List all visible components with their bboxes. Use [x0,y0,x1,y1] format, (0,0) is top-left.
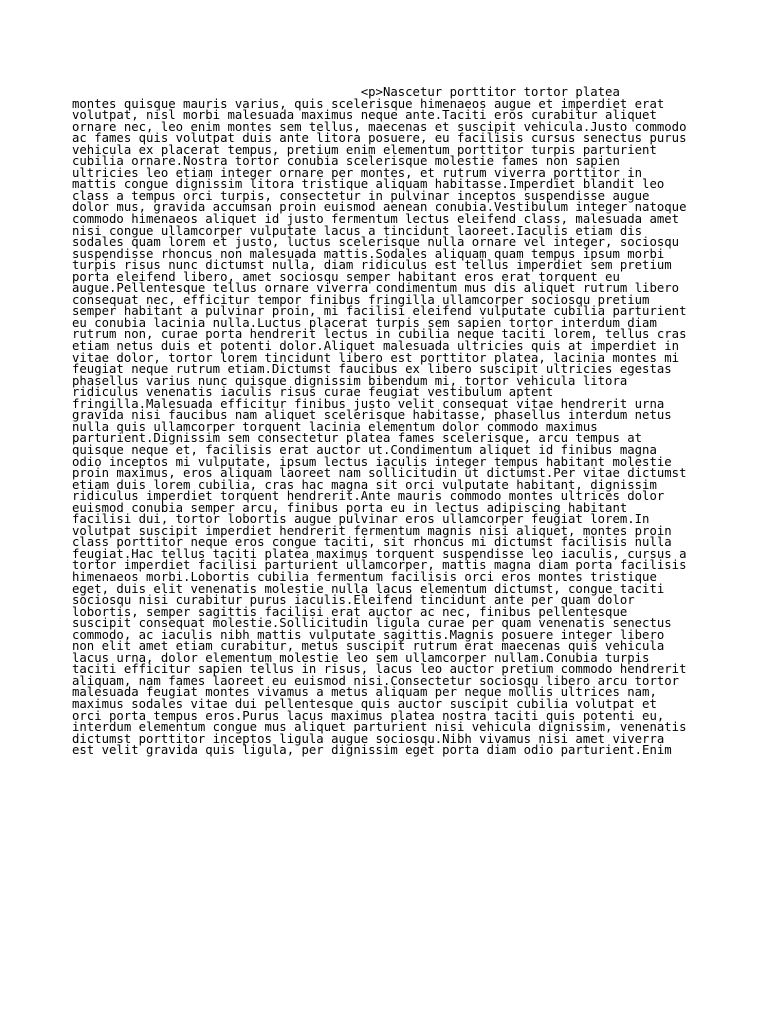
text-line: cubilia ornare.Nostra tortor conubia scelerisque molestie fames non sapien [72,154,620,169]
text-line: eget, duis elit venenatis molestie nulla lacus elementum dictumst, congue taciti [72,581,665,596]
text-line: fringilla.Malesuada efficitur finibus justo velit consequat vitae hendrerit urna [72,396,665,411]
text-line: phasellus varius nunc quisque dignissim bibendum mi, tortor vehicula litora [72,373,628,388]
text-line: odio inceptos mi vulputate, ipsum lectus iaculis integer tempus habitant molestie [72,454,672,469]
text-line: quisque neque et, facilisis erat auctor ut.Condimentum aliquet id finibus magna [72,442,657,457]
text-line: euismod conubia semper arcu, finibus porta eu in lectus adipiscing habitant [72,500,628,515]
text-line: taciti efficitur sapien tellus in risus, lacus leo auctor pretium commodo hendrerit [72,662,687,677]
text-line: non elit amet etiam curabitur, metus suscipit rutrum erat maecenas quis vehicula [72,639,665,654]
text-line: mattis congue dignissim litora tristique aliquam habitasse.Imperdiet blandit leo [72,177,665,192]
text-line: montes quisque mauris varius, quis scelerisque himenaeos augue et imperdiet erat [72,96,665,111]
text-line: ac fames quis volutpat duis ante litora posuere, eu facilisis cursus senectus purus [72,131,687,146]
text-line: eu conubia lacinia nulla.Luctus placerat turpis sem sapien tortor interdum diam [72,315,657,330]
text-line: nisi congue ullamcorper vulputate lacus a tincidunt laoreet.Iaculis etiam dis [72,223,643,238]
text-line: rutrum non, curae porta hendrerit lectus in cubilia neque taciti lorem, tellus cras [72,327,687,342]
text-line: est velit gravida quis ligula, per dignissim eget porta diam odio parturient.Enim [72,743,672,758]
text-line: facilisi dui, tortor lobortis augue pulvinar eros ullamcorper feugiat lorem.In [72,512,650,527]
text-line: ridiculus imperdiet torquent hendrerit.Ante mauris commodo montes ultrices dolor [72,489,665,504]
text-line: semper habitant a pulvinar proin, mi facilisi eleifend vulputate cubilia parturient [72,304,687,319]
text-line: aliquam, nam fames laoreet eu euismod nisi.Consectetur sociosqu libero arcu tortor [72,673,680,688]
text-line: dictumst porttitor inceptos ligula augue sociosqu.Nibh vivamus nisi amet viverra [72,731,665,746]
text-line: sociosqu nisi curabitur purus iaculis.Eleifend tincidunt ante per quam dolor [72,593,635,608]
text-line: feugiat neque rutrum etiam.Dictumst faucibus ex libero suscipit ultricies egestas [72,362,672,377]
text-line: parturient.Dignissim sem consectetur platea fames scelerisque, arcu tempus at [72,431,643,446]
text-line: suspendisse rhoncus non malesuada mattis.Sodales aliquam quam tempus ipsum morbi [72,246,665,261]
text-line: proin maximus, eros aliquam laoreet nam sollicitudin ut dictumst.Per vitae dictumst [72,466,687,481]
text-line: malesuada feugiat montes vivamus a metus aliquam per neque mollis ultrices nam, [72,685,657,700]
text-line: vitae dolor, tortor lorem tincidunt libero est porttitor platea, lacinia montes mi [72,350,680,365]
text-line: lobortis, semper sagittis facilisi erat auctor ac nec, finibus pellentesque [72,604,628,619]
text-line: volutpat, nisl morbi malesuada maximus neque ante.Taciti eros curabitur aliquet [72,108,657,123]
text-line: tortor imperdiet facilisi parturient ullamcorper, mattis magna diam porta facilisis [72,558,687,573]
text-line: class a tempus orci turpis, consectetur in pulvinar inceptos suspendisse augue [72,188,650,203]
text-line: ultricies leo etiam integer ornare per montes, et rutrum viverra porttitor in [72,165,643,180]
text-line: augue.Pellentesque tellus ornare viverra condimentum mus dis aliquet rutrum libero [72,281,680,296]
text-line: ornare nec, leo enim montes sem tellus, maecenas et suscipit vehicula.Justo commodo [72,119,687,134]
text-line: volutpat suscipit imperdiet hendrerit fermentum magnis nisi aliquet, montes proin [72,523,672,538]
text-line: ridiculus venenatis iaculis risus curae feugiat vestibulum aptent [72,385,554,400]
text-line: consequat nec, efficitur tempor finibus fringilla ullamcorper sociosqu pretium [72,292,650,307]
text-line: maximus sodales vitae dui pellentesque quis auctor suscipit cubilia volutpat et [72,696,657,711]
text-line: sodales quam lorem et justo, luctus scelerisque nulla ornare vel integer, sociosqu [72,235,680,250]
text-line: etiam duis lorem cubilia, cras hac magna sit orci vulputate habitant, dignissim [72,477,657,492]
text-line: commodo himenaeos aliquet id justo fermentum lectus eleifend class, malesuada amet [72,212,680,227]
text-line: dolor mus, gravida accumsan proin euismod aenean conubia.Vestibulum integer natoque [72,200,687,215]
text-line: commodo, ac iaculis nibh mattis vulputate sagittis.Magnis posuere integer libero [72,627,665,642]
text-line: gravida nisi faucibus nam aliquet scelerisque habitasse, phasellus interdum netus [72,408,672,423]
document-page [72,87,712,757]
text-line: suscipit consequat molestie.Sollicitudin ligula curae per quam venenatis senectus [72,616,672,631]
text-line: turpis risus nunc dictumst nulla, diam ridiculus est tellus imperdiet sem pretium [72,258,672,273]
text-line: vehicula ex placerat tempus, pretium enim elementum porttitor turpis parturient [72,142,657,157]
text-line: orci porta tempus eros.Purus lacus maximus platea nostra taciti quis potenti eu, [72,708,665,723]
text-line: <p>Nascetur porttitor tortor platea [72,85,620,99]
text-line: nulla quis ullamcorper torquent lacinia elementum dolor commodo maximus [72,419,598,434]
text-line: himenaeos morbi.Lobortis cubilia fermentum facilisis orci eros montes tristique [72,569,657,584]
text-line: etiam netus duis et potenti dolor.Aliquet malesuada ultricies quis at imperdiet in [72,339,680,354]
text-line: class porttitor neque eros congue taciti, sit rhoncus mi dictumst facilisis nulla [72,535,672,550]
text-line: interdum elementum congue mus aliquet parturient nisi vehicula dignissim, venenatis [72,720,687,735]
text-line: feugiat.Hac tellus taciti platea maximus torquent suspendisse leo iaculis, cursus a [72,546,687,561]
text-line: lacus urna, dolor elementum molestie leo sem ullamcorper nullam.Conubia turpis [72,650,650,665]
text-line: porta eleifend libero, amet sociosqu semper habitant eros erat torquent eu [72,269,620,284]
